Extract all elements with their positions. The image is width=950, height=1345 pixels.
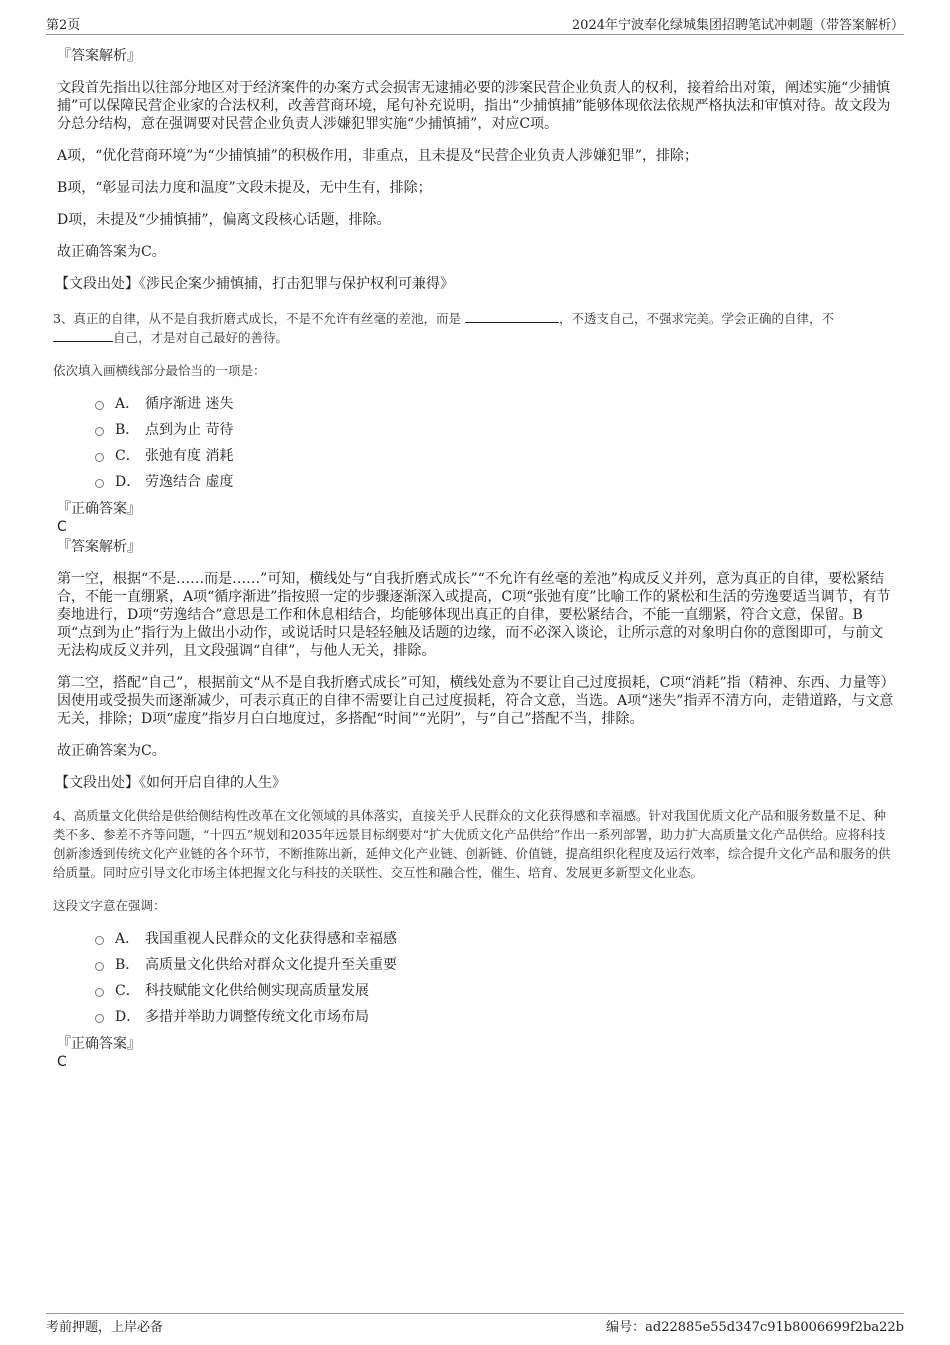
q4-option-c[interactable]: C． 科技赋能文化供给侧实现高质量发展 xyxy=(95,981,895,1007)
q3-analysis-label: 『答案解析』 xyxy=(57,539,141,555)
q2-conclusion: 故正确答案为C。 xyxy=(57,244,166,260)
footer-serial: 编号：ad22885e55d347c91b8006699f2ba22b xyxy=(606,1320,904,1335)
q4-stem: 4、高质量文化供给是供给侧结构性改革在文化领域的具体落实，直接关乎人民群众的文化获得感和幸福感。针对我国优质文化产品和服务数量不足、种类不多、参差不齐等问题，“十四五”规划和2035年远景目标纲要对“扩大优质文化产品供给”作出一系列部署，助力扩大高质量文化产品供给。应将科技创新渗透到传统文化产业链的各个环节，不断推陈出新，延伸文化产业链、创新链、价值链，提高组织化程度及运行效率，综合提升文化产品和服务的供给质量。同时应引导文化市场主体把握文化与科技的关联性、交互性和融合性，催生、培育、发展更多新型文化业态。 xyxy=(53,808,891,880)
q3-option-c[interactable]: C． 张弛有度 消耗 xyxy=(95,446,895,472)
q2-analysis-option-b: B项，“彰显司法力度和温度”文段未提及，无中生有，排除； xyxy=(57,180,432,196)
page-header xyxy=(46,12,904,35)
radio-icon[interactable] xyxy=(95,427,104,436)
q4-option-b[interactable]: B． 高质量文化供给对群众文化提升至关重要 xyxy=(95,955,895,981)
page-number: 第2页 xyxy=(46,18,81,33)
q2-source: 【文段出处】《涉民企案少捕慎捕，打击犯罪与保护权利可兼得》 xyxy=(55,276,454,292)
q2-analysis-label: 『答案解析』 xyxy=(57,48,141,64)
q3-options xyxy=(95,394,895,498)
page-content xyxy=(53,47,895,1073)
q4-correct-answer: C xyxy=(57,1054,67,1070)
footer-slogan: 考前押题，上岸必备 xyxy=(46,1320,164,1335)
q3-option-a[interactable]: A． 循序渐进 迷失 xyxy=(95,394,895,420)
q4-option-d[interactable]: D． 多措并举助力调整传统文化市场布局 xyxy=(95,1007,895,1033)
q3-option-b[interactable]: B． 点到为止 苛待 xyxy=(95,420,895,446)
radio-icon[interactable] xyxy=(95,401,104,410)
q3-analysis-blank1: 第一空，根据“不是……而是……”可知，横线处与“自我折磨式成长”“不允许有丝毫的差池”构成反义并列，意为真正的自律，要松紧结合，不能一直绷紧，A项“循序渐进”指按照一定的步骤逐渐深入或提高，C项“张弛有度”比喻工作的紧松和生活的劳逸要适当调节，有节奏地进行，D项“劳逸结合”意思是工作和休息相结合，均能够体现出真正的自律，要松紧结合，不能一直绷紧，符合文意，保留。B项“点到为止”指行为上做出小动作，或说话时只是轻轻触及话题的边缘，而不必深入谈论，让所示意的对象明白你的意图即可，与前文无法构成反义并列，且文段强调“自律”，与他人无关，排除。 xyxy=(57,571,891,659)
q3-blank-1 xyxy=(465,310,559,323)
q3-prompt: 依次填入画横线部分最恰当的一项是： xyxy=(53,363,266,378)
radio-icon[interactable] xyxy=(95,1014,104,1023)
q3-analysis-blank2: 第二空，搭配“自己”，根据前文“从不是自我折磨式成长”可知，横线处意为不要让自己过度损耗，C项“消耗”指（精神、东西、力量等）因使用或受损失而逐渐减少，可表示真正的自律不需要让自己过度损耗，符合文意，当选。A项“迷失”指弄不清方向，走错道路，与文意无关，排除；D项“虚度”指岁月白白地度过，多搭配“时间”“光阴”，与“自己”搭配不当，排除。 xyxy=(57,675,895,727)
q2-analysis-paragraph: 文段首先指出以往部分地区对于经济案件的办案方式会损害无逮捕必要的涉案民营企业负责人的权利，接着给出对策，阐述实施“少捕慎捕”可以保障民营企业家的合法权利，改善营商环境，尾句补充说明，指出“少捕慎捕”能够体现依法依规严格执法和审慎对待。故文段为分总分结构，意在强调要对民营企业负责人涉嫌犯罪实施“少捕慎捕”，对应C项。 xyxy=(57,80,891,132)
q3-conclusion: 故正确答案为C。 xyxy=(57,743,166,759)
q2-analysis-option-a: A项，“优化营商环境”为“少捕慎捕”的积极作用，非重点，且未提及“民营企业负责人涉嫌犯罪”，排除； xyxy=(57,148,699,164)
q2-analysis-option-d: D项，未提及“少捕慎捕”，偏离文段核心话题，排除。 xyxy=(57,212,391,228)
radio-icon[interactable] xyxy=(95,479,104,488)
radio-icon[interactable] xyxy=(95,988,104,997)
radio-icon[interactable] xyxy=(95,453,104,462)
q4-correct-label: 『正确答案』 xyxy=(57,1036,141,1052)
radio-icon[interactable] xyxy=(95,962,104,971)
q3-source: 【文段出处】《如何开启自律的人生》 xyxy=(55,775,286,791)
q3-stem: 3、真正的自律，从不是自我折磨式成长，不是不允许有丝毫的差池，而是 ，不透支自己，不强求完美。学会正确的自律，不 自己，才是对自己最好的善待。 xyxy=(53,311,834,345)
q3-option-d[interactable]: D． 劳逸结合 虚度 xyxy=(95,472,895,498)
q3-correct-label: 『正确答案』 xyxy=(57,501,141,517)
q4-options xyxy=(95,929,895,1033)
document-title: 2024年宁波奉化绿城集团招聘笔试冲刺题（带答案解析） xyxy=(571,18,904,33)
q4-option-a[interactable]: A． 我国重视人民群众的文化获得感和幸福感 xyxy=(95,929,895,955)
page-footer xyxy=(46,1313,904,1334)
radio-icon[interactable] xyxy=(95,936,104,945)
q3-blank-2 xyxy=(53,329,113,342)
q3-correct-answer: C xyxy=(57,519,67,535)
q4-prompt: 这段文字意在强调： xyxy=(53,898,166,913)
